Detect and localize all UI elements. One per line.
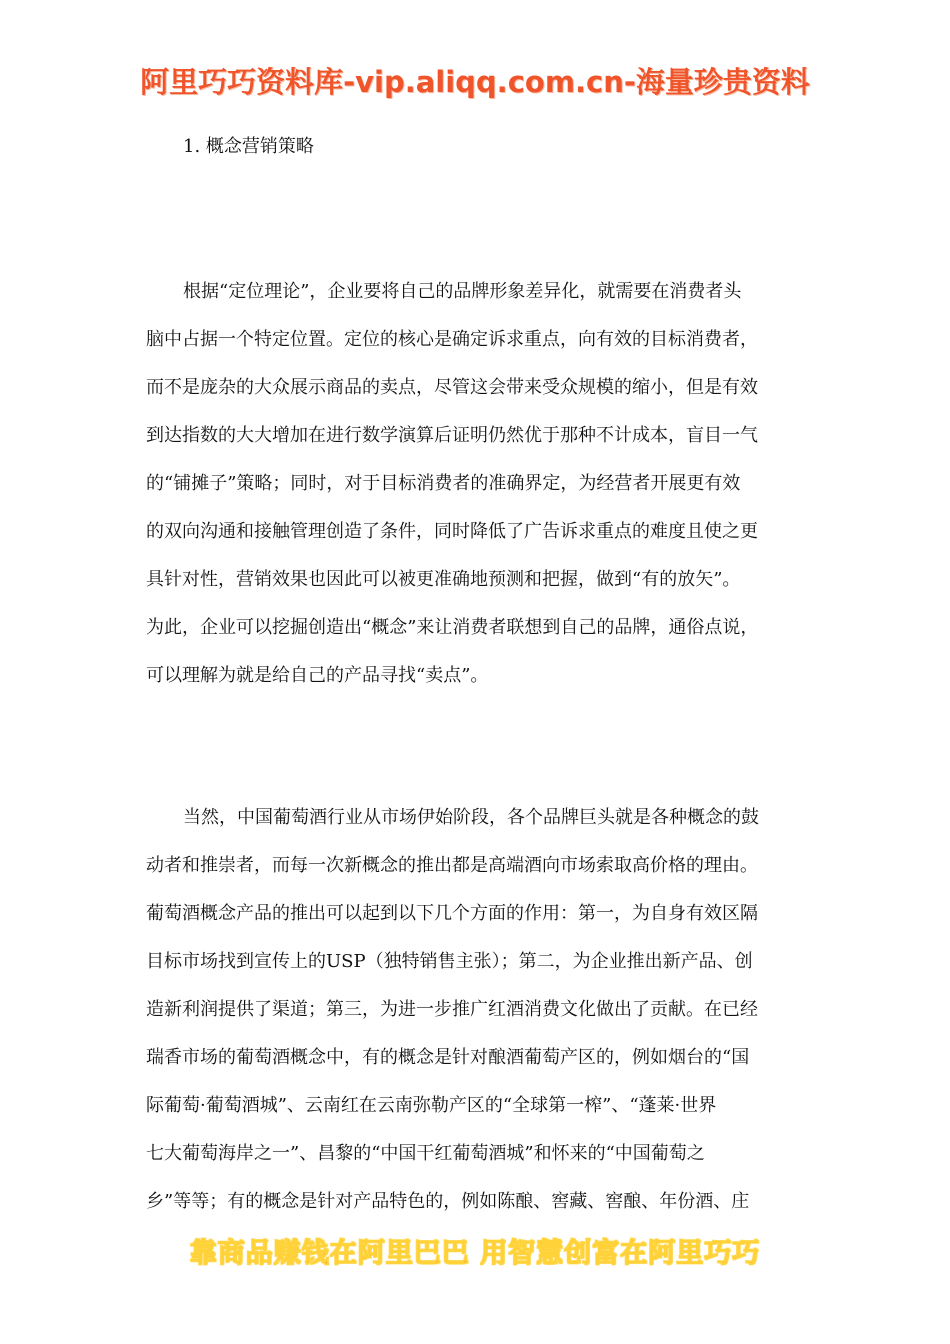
paragraph-line: 七大葡萄海岸之一”、昌黎的“中国干红葡萄酒城”和怀来的“中国葡萄之 xyxy=(146,1143,705,1164)
section-heading: 1. 概念营销策略 xyxy=(183,136,314,157)
paragraph-line: 瑞香市场的葡萄酒概念中，有的概念是针对酿酒葡萄产区的，例如烟台的“国 xyxy=(146,1047,750,1068)
paragraph-line: 动者和推崇者，而每一次新概念的推出都是高端酒向市场索取高价格的理由。 xyxy=(146,855,758,876)
paragraph-line: 乡”等等；有的概念是针对产品特色的，例如陈酿、窖藏、窖酿、年份酒、庄 xyxy=(146,1191,750,1212)
paragraph-line: 际葡萄·葡萄酒城”、云南红在云南弥勒产区的“全球第一榨”、“蓬莱·世界 xyxy=(146,1095,717,1116)
paragraph-positioning-theory xyxy=(146,280,816,712)
paragraph-line: 的双向沟通和接触管理创造了条件，同时降低了广告诉求重点的难度且使之更 xyxy=(146,521,758,542)
paragraph-wine-concepts xyxy=(146,806,816,1238)
paragraph-line: 可以理解为就是给自己的产品寻找“卖点”。 xyxy=(146,665,489,686)
paragraph-line: 的“铺摊子”策略；同时，对于目标消费者的准确界定，为经营者开展更有效 xyxy=(146,473,741,494)
paragraph-line: 具针对性，营销效果也因此可以被更准确地预测和把握，做到“有的放矢”。 xyxy=(146,569,741,590)
footer-banner: 靠商品赚钱在阿里巴巴 用智慧创富在阿里巧巧 xyxy=(189,1238,761,1269)
paragraph-line: 目标市场找到宣传上的USP（独特销售主张）；第二，为企业推出新产品、创 xyxy=(146,951,753,972)
paragraph-line: 葡萄酒概念产品的推出可以起到以下几个方面的作用：第一，为自身有效区隔 xyxy=(146,903,758,924)
paragraph-line: 根据“定位理论”，企业要将自己的品牌形象差异化，就需要在消费者头 xyxy=(183,281,742,302)
paragraph-line: 而不是庞杂的大众展示商品的卖点，尽管这会带来受众规模的缩小，但是有效 xyxy=(146,377,758,398)
header-banner: 阿里巧巧资料库-vip.aliqq.com.cn-海量珍贵资料 xyxy=(140,65,810,99)
paragraph-line: 当然，中国葡萄酒行业从市场伊始阶段，各个品牌巨头就是各种概念的鼓 xyxy=(183,807,759,828)
paragraph-line: 脑中占据一个特定位置。定位的核心是确定诉求重点，向有效的目标消费者， xyxy=(146,329,758,350)
paragraph-line: 造新利润提供了渠道；第三，为进一步推广红酒消费文化做出了贡献。在已经 xyxy=(146,999,758,1020)
paragraph-line: 到达指数的大大增加在进行数学演算后证明仍然优于那种不计成本，盲目一气 xyxy=(146,425,758,446)
paragraph-line: 为此，企业可以挖掘创造出“概念”来让消费者联想到自己的品牌，通俗点说， xyxy=(146,617,759,638)
